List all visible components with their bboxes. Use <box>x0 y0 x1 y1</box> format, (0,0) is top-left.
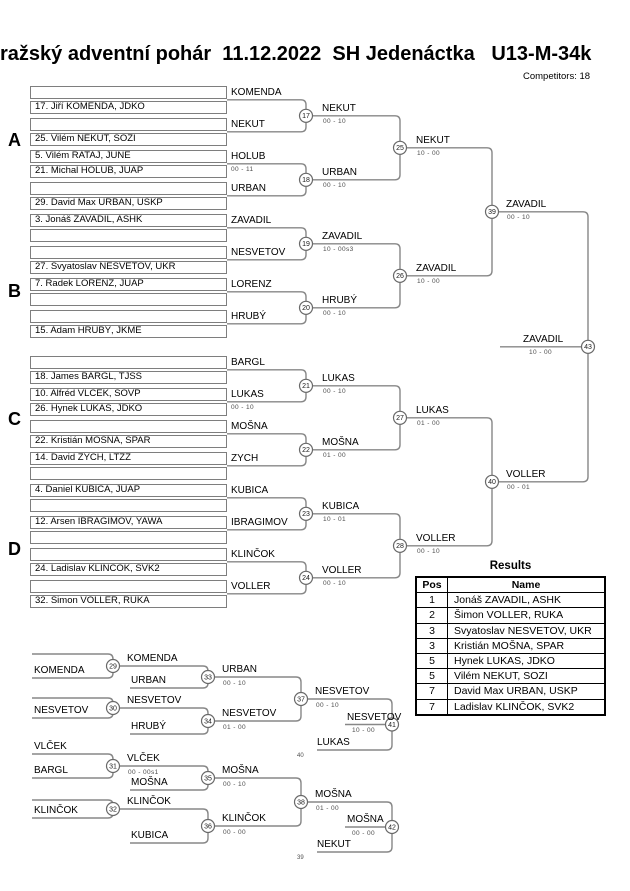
results-pos-cell: 7 <box>416 684 448 699</box>
connector-line <box>227 562 306 572</box>
winner-label: VOLLER <box>506 468 546 480</box>
connector-line <box>120 809 209 820</box>
match-number: 27 <box>396 415 404 423</box>
connector-line <box>32 754 113 760</box>
results-name-cell: Ladislav KLINČOK, SVK2 <box>448 699 606 715</box>
connector-line <box>227 498 306 508</box>
winner-label: URBAN <box>322 166 358 178</box>
match-number: 18 <box>302 177 310 185</box>
match-score: 00 - 01 <box>507 484 531 492</box>
entry-box <box>30 118 227 131</box>
results-row <box>416 669 605 684</box>
entry-box <box>30 531 227 544</box>
round1-winner-label: BARGL <box>231 356 265 368</box>
match-number: 41 <box>388 721 396 729</box>
match-number: 17 <box>302 113 310 121</box>
match-score: 10 - 00 <box>352 727 376 734</box>
match-score: 00 - 10 <box>323 118 347 126</box>
winner-label: VOLLER <box>416 532 456 544</box>
entry-box: 4. Daniel KUBICA, JUAP <box>30 484 227 497</box>
entry-box: 22. Kristián MOŠNA, SPAR <box>30 435 227 448</box>
entrant-label: BARGL <box>34 765 68 776</box>
page-title: ražský adventní pohár 11.12.2022 SH Jedenáctka U13-M-34k <box>0 43 592 65</box>
connector-line <box>499 212 589 340</box>
entry-box <box>30 467 227 480</box>
champion-label: ZAVADIL <box>523 333 564 345</box>
entrant-label: NESVETOV <box>34 705 89 716</box>
entry-box: 18. James BARGL, TJSS <box>30 371 227 384</box>
round1-winner-label: LORENZ <box>231 278 272 290</box>
winner-label: MOŠNA <box>315 789 352 800</box>
connector-line <box>32 698 113 703</box>
match-score: 00 - 10 <box>223 780 247 788</box>
entrant-label: KLINČOK <box>34 805 78 816</box>
match-score: 00 - 10 <box>323 310 347 318</box>
match-number: 26 <box>396 273 404 281</box>
connector-line <box>120 666 209 671</box>
match-number: 32 <box>109 806 117 814</box>
match-score: 01 - 00 <box>223 723 247 731</box>
match-score: 00 - 11 <box>231 166 254 174</box>
round1-winner-label: NEKUT <box>231 118 265 130</box>
entrant-label: VLČEK <box>34 741 67 752</box>
results-name-cell: Hynek LUKAS, JDKO <box>448 653 606 668</box>
winner-label: KLINČOK <box>222 813 266 824</box>
entry-box: 21. Michal HOLUB, JUAP <box>30 165 227 178</box>
entry-box: 12. Arsen IBRAGIMOV, YAWA <box>30 516 227 529</box>
match-number: 35 <box>204 775 212 783</box>
results-panel <box>415 560 606 716</box>
match-number: 34 <box>204 718 212 726</box>
match-number: 36 <box>204 823 212 831</box>
results-name-cell: Jonáš ZAVADIL, ASHK <box>448 593 606 608</box>
entry-box: 25. Vilém NEKUT, SOZI <box>30 133 227 146</box>
match-score: 10 - 00s3 <box>323 246 354 254</box>
entry-box <box>30 229 227 242</box>
entry-box <box>30 499 227 512</box>
connector-line <box>499 353 589 482</box>
results-pos-cell: 3 <box>416 638 448 653</box>
entry-box: 15. Adam HRUBÝ, JKME <box>30 325 227 338</box>
round1-winner-label: HOLUB <box>231 150 266 162</box>
entry-box <box>30 548 227 561</box>
connector-line <box>227 228 306 238</box>
winner-label: LUKAS <box>322 372 355 384</box>
entry-box <box>30 293 227 306</box>
round1-winner-label: NESVETOV <box>231 246 286 258</box>
results-row <box>416 623 605 638</box>
match-number: 30 <box>109 705 117 713</box>
match-number: 22 <box>302 447 310 455</box>
results-row <box>416 593 605 608</box>
match-number: 24 <box>302 575 310 583</box>
results-row <box>416 684 605 699</box>
match-number: 33 <box>204 674 212 682</box>
match-number: 19 <box>302 241 310 249</box>
match-score: 01 - 00 <box>417 420 441 428</box>
source-match-number: 39 <box>297 855 304 861</box>
results-name-cell: Vilém NEKUT, SOZI <box>448 669 606 684</box>
section-label-d: D <box>8 539 21 559</box>
entry-box: 26. Hynek LUKAS, JDKO <box>30 403 227 416</box>
results-header-name: Name <box>448 577 606 593</box>
entrant-label: MOŠNA <box>131 777 168 788</box>
source-match-number: 40 <box>297 753 304 759</box>
match-score: 01 - 00 <box>323 452 347 460</box>
winner-label: LUKAS <box>416 404 449 416</box>
connector-line <box>227 370 306 380</box>
winner-label: NESVETOV <box>127 695 182 706</box>
round1-winner-label: VOLLER <box>231 580 271 592</box>
match-score: 10 - 00 <box>417 278 441 286</box>
round1-winner-label: ZYCH <box>231 452 259 464</box>
entrant-label: KOMENDA <box>34 665 85 676</box>
entry-box: 3. Jonáš ZAVADIL, ASHK <box>30 214 227 227</box>
entry-box: 7. Radek LORENZ, JUAP <box>30 278 227 291</box>
results-pos-cell: 2 <box>416 608 448 623</box>
connector-line <box>120 708 209 715</box>
entry-box: 5. Vilém RATAJ, JUNE <box>30 150 227 163</box>
match-score: 00 - 10 <box>316 701 340 709</box>
results-name-cell: Kristián MOŠNA, SPAR <box>448 638 606 653</box>
winner-label: NESVETOV <box>315 686 370 697</box>
connector-line <box>227 100 306 110</box>
match-number: 23 <box>302 511 310 519</box>
round1-winner-label: LUKAS <box>231 388 264 400</box>
entry-box <box>30 420 227 433</box>
match-number: 43 <box>584 344 592 352</box>
entry-box <box>30 310 227 323</box>
match-score: 10 - 00 <box>529 349 553 357</box>
match-score: 00 - 00 <box>223 828 247 836</box>
results-row <box>416 608 605 623</box>
results-row <box>416 638 605 653</box>
winner-label: URBAN <box>222 664 258 675</box>
entrant-label: NEKUT <box>317 839 351 850</box>
results-name-cell: Šimon VOLLER, RUKA <box>448 608 606 623</box>
match-number: 28 <box>396 543 404 551</box>
round1-winner-label: KOMENDA <box>231 86 282 98</box>
results-name-cell: Svyatoslav NESVETOV, UKR <box>448 623 606 638</box>
entry-box: 24. Ladislav KLINČOK, SVK2 <box>30 563 227 576</box>
match-score: 00 - 10 <box>323 580 347 588</box>
match-number: 21 <box>302 383 310 391</box>
results-pos-cell: 3 <box>416 623 448 638</box>
entry-box: 14. David ZYCH, LTZZ <box>30 452 227 465</box>
winner-label: ZAVADIL <box>506 198 547 210</box>
winner-label: MOŠNA <box>322 436 359 448</box>
entry-box: 29. David Max URBAN, USKP <box>30 197 227 210</box>
match-score: 00 - 10 <box>231 404 255 412</box>
connector-line <box>32 654 113 660</box>
results-pos-cell: 5 <box>416 653 448 668</box>
entrant-label: LUKAS <box>317 737 350 748</box>
entrant-label: URBAN <box>131 675 167 686</box>
match-score: 01 - 00 <box>316 804 340 812</box>
results-row <box>416 653 605 668</box>
winner-label: ZAVADIL <box>416 262 457 274</box>
results-row <box>416 699 605 715</box>
round1-winner-label: MOŠNA <box>231 420 268 432</box>
round1-winner-label: KLINČOK <box>231 548 275 560</box>
round1-winner-label: URBAN <box>231 182 267 194</box>
match-score: 10 - 00 <box>417 150 441 158</box>
round1-winner-label: KUBICA <box>231 484 269 496</box>
section-label-c: C <box>8 409 21 429</box>
winner-label: VOLLER <box>322 564 362 576</box>
entry-box <box>30 182 227 195</box>
winner-label: NEKUT <box>416 134 450 146</box>
round1-winner-label: HRUBÝ <box>231 310 267 322</box>
match-score: 00 - 00s1 <box>128 768 159 776</box>
winner-label: NESVETOV <box>222 708 277 719</box>
match-score: 10 - 01 <box>323 516 347 524</box>
winner-label: HRUBÝ <box>322 294 358 306</box>
match-number: 42 <box>388 824 396 832</box>
match-number: 31 <box>109 763 117 771</box>
match-number: 40 <box>488 479 496 487</box>
section-label-a: A <box>8 130 21 150</box>
match-number: 29 <box>109 663 117 671</box>
results-pos-cell: 7 <box>416 699 448 715</box>
entry-box <box>30 580 227 593</box>
round1-winner-label: IBRAGIMOV <box>231 516 288 528</box>
winner-label: NESVETOV <box>347 711 402 723</box>
match-score: 00 - 10 <box>323 388 347 396</box>
results-header-row <box>416 577 605 593</box>
winner-label: ZAVADIL <box>322 230 363 242</box>
match-number: 37 <box>297 696 305 704</box>
match-score: 00 - 10 <box>223 679 247 687</box>
entry-box: 17. Jiří KOMENDA, JDKO <box>30 101 227 114</box>
section-label-b: B <box>8 281 21 301</box>
round1-winner-label: ZAVADIL <box>231 214 272 226</box>
winner-label: NEKUT <box>322 102 356 114</box>
results-table <box>415 576 606 716</box>
results-header-pos: Pos <box>416 577 448 593</box>
winner-label: KOMENDA <box>127 653 178 664</box>
entry-box: 10. Alfréd VLČEK, SOVP <box>30 388 227 401</box>
results-title: Results <box>489 560 532 572</box>
connector-line <box>227 292 306 302</box>
match-number: 25 <box>396 145 404 153</box>
competitors-count: Competitors: 18 <box>523 71 591 82</box>
entrant-label: KUBICA <box>131 830 169 841</box>
match-number: 39 <box>488 209 496 217</box>
entry-box <box>30 356 227 369</box>
entry-box: 32. Šimon VOLLER, RUKA <box>30 595 227 608</box>
results-pos-cell: 5 <box>416 669 448 684</box>
match-number: 20 <box>302 305 310 313</box>
entry-box <box>30 246 227 259</box>
winner-label: KUBICA <box>322 500 360 512</box>
match-number: 38 <box>297 799 305 807</box>
connector-line <box>227 434 306 444</box>
match-score: 00 - 00 <box>352 829 376 837</box>
winner-label: MOŠNA <box>347 814 384 825</box>
entrant-label: HRUBÝ <box>131 721 167 732</box>
match-score: 00 - 10 <box>323 182 347 190</box>
results-name-cell: David Max URBAN, USKP <box>448 684 606 699</box>
winner-label: MOŠNA <box>222 765 259 776</box>
winner-label: KLINČOK <box>127 796 171 807</box>
results-pos-cell: 1 <box>416 593 448 608</box>
match-score: 00 - 10 <box>507 214 531 222</box>
entry-box: 27. Svyatoslav NESVETOV, UKR <box>30 261 227 274</box>
winner-label: VLČEK <box>127 753 160 764</box>
match-score: 00 - 10 <box>417 548 441 556</box>
entry-box <box>30 86 227 99</box>
